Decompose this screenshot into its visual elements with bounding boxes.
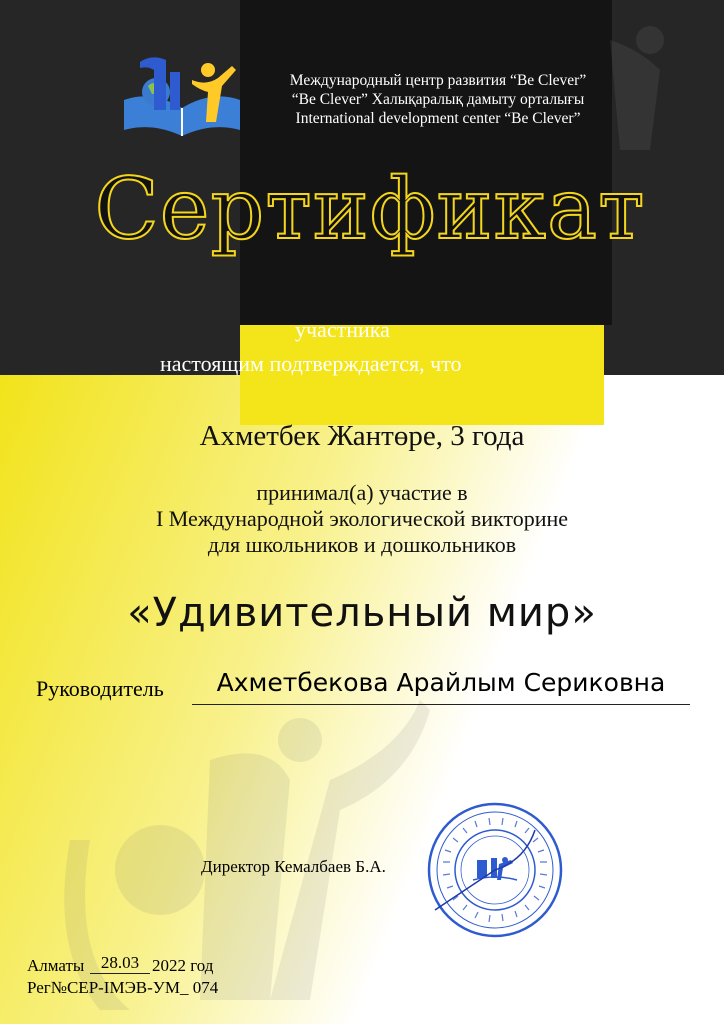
participation-text <box>0 480 724 558</box>
event-name: «Удивительный мир» <box>127 590 597 636</box>
director-signature-label: Директор Кемалбаев Б.А. <box>201 857 386 876</box>
footer-year: 2022 год <box>152 956 214 975</box>
subtitle-participant: участника <box>295 317 390 342</box>
footer-city: Алматы <box>27 956 85 975</box>
certificate-title: Сертификат <box>94 160 646 258</box>
supervisor-label: Руководитель <box>36 676 164 701</box>
registration-number: Рег№СЕР-IМЭВ-УМ_ 074 <box>27 978 219 997</box>
participant-name: Ахметбек Жантөре, 3 года <box>199 420 525 452</box>
subtitle-confirm: настоящим подтверждается, что <box>160 351 462 376</box>
be-clever-logo <box>118 52 246 136</box>
supervisor-name: Ахметбекова Арайлым Сериковна <box>216 668 666 697</box>
header-org-ru: Международный центр развития “Be Clever” <box>289 72 587 89</box>
supervisor-underline <box>192 704 690 705</box>
footer-date: 28.03 <box>90 953 150 974</box>
header-org-en: International development center “Be Clever” <box>295 110 581 127</box>
body-line-2: I Международной экологической викторине <box>155 506 569 531</box>
official-stamp <box>425 800 565 940</box>
header-org-kz: “Be Clever” Халықаралық дамыту орталығы <box>291 91 585 108</box>
body-line-1: принимал(а) участие в <box>256 480 468 505</box>
body-line-3: для школьников и дошкольников <box>207 532 517 557</box>
